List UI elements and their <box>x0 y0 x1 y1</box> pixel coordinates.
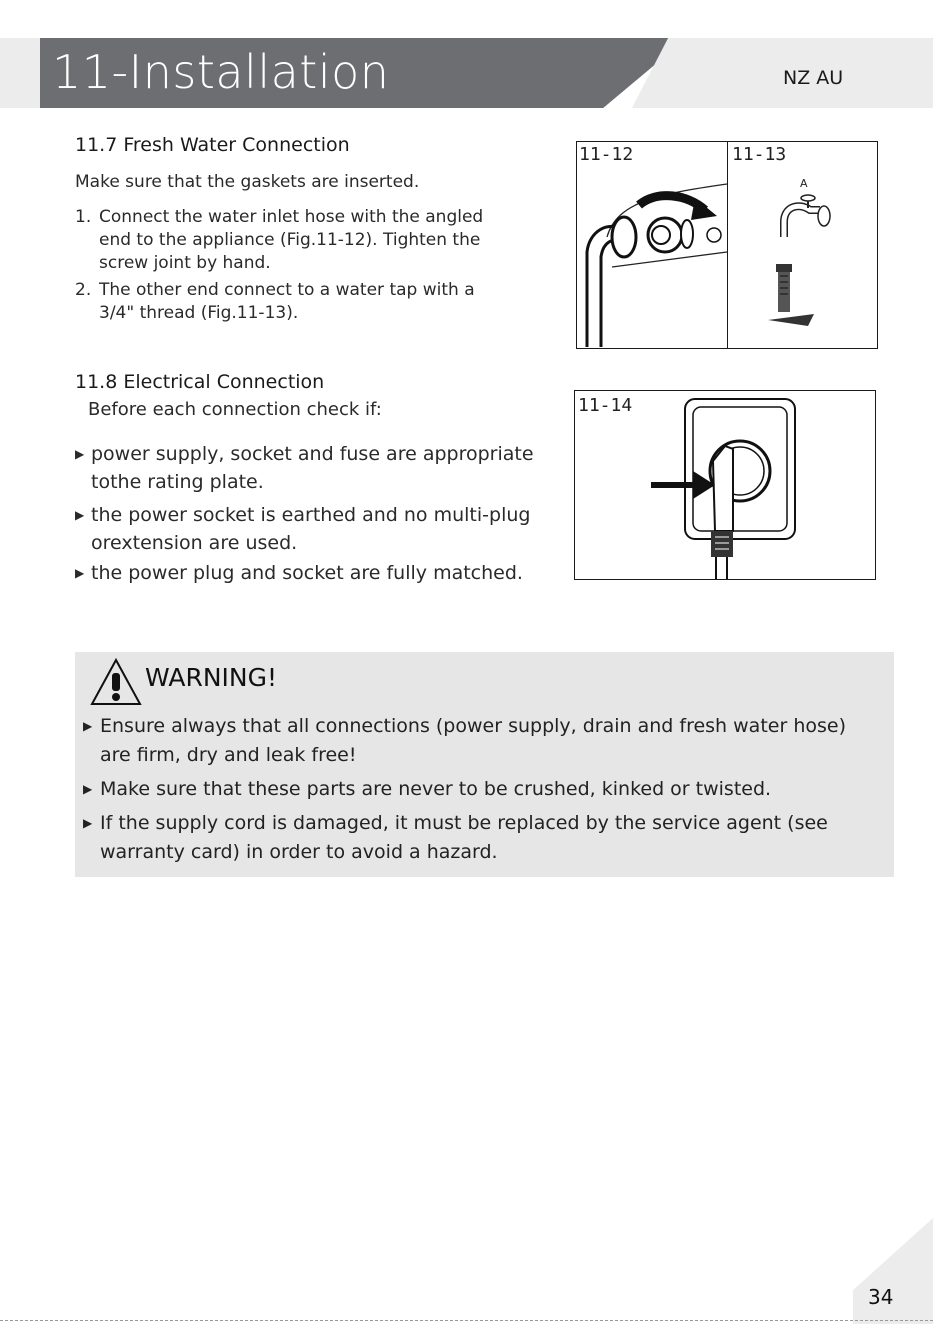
warning-line: If the supply cord is damaged, it must be replaced by the service agent (see <box>100 812 828 834</box>
checklist-bullet-icon: ▶ <box>75 447 85 461</box>
plug-into-socket-illustration <box>575 391 875 579</box>
figure-label: 11-14 <box>578 395 633 416</box>
warning-line: Ensure always that all connections (power supply, drain and fresh water hose) <box>100 715 846 737</box>
figure-11-12 <box>576 141 728 349</box>
step-number: 2. <box>75 280 92 300</box>
figure-marker: A <box>800 177 808 190</box>
step-number: 1. <box>75 207 92 227</box>
page-number: 34 <box>868 1285 894 1309</box>
figure-11-13 <box>727 141 878 349</box>
fresh-water-intro: Make sure that the gaskets are inserted. <box>75 172 420 192</box>
step-line: The other end connect to a water tap with a <box>99 280 475 300</box>
hose-to-appliance-illustration <box>577 142 727 348</box>
electrical-intro: Before each connection check if: <box>88 399 382 420</box>
warning-bullet-icon: ▶ <box>83 719 93 733</box>
step-line: 3/4" thread (Fig.11-13). <box>99 303 299 323</box>
section-heading-fresh-water: 11.7 Fresh Water Connection <box>75 134 350 156</box>
fresh-water-steps <box>75 206 545 326</box>
checklist-line: orextension are used. <box>91 532 298 554</box>
checklist-bullet-icon: ▶ <box>75 566 85 580</box>
electrical-checklist <box>75 440 555 590</box>
figure-11-14 <box>574 390 876 580</box>
checklist-line: power supply, socket and fuse are appropriate <box>91 443 534 465</box>
water-tap-illustration <box>728 142 877 348</box>
warning-line: Make sure that these parts are never to be crushed, kinked or twisted. <box>100 778 772 800</box>
warning-list <box>83 712 883 872</box>
warning-line: are firm, dry and leak free! <box>100 744 357 766</box>
step-line: screw joint by hand. <box>99 253 271 273</box>
figure-label: 11-12 <box>579 144 634 165</box>
warning-bullet-icon: ▶ <box>83 782 93 796</box>
checklist-line: tothe rating plate. <box>91 471 264 493</box>
checklist-bullet-icon: ▶ <box>75 508 85 522</box>
page-title: 11-Installation <box>52 45 390 99</box>
step-line: end to the appliance (Fig.11-12). Tighten the <box>99 230 481 250</box>
warning-triangle-icon <box>90 657 142 707</box>
section-heading-electrical: 11.8 Electrical Connection <box>75 371 325 393</box>
checklist-line: the power socket is earthed and no multi-plug <box>91 504 531 526</box>
region-label: NZ AU <box>783 67 844 89</box>
warning-title: WARNING! <box>145 663 277 692</box>
warning-bullet-icon: ▶ <box>83 816 93 830</box>
footer-divider <box>0 1320 933 1321</box>
figure-label: 11-13 <box>732 144 787 165</box>
header-left-tab <box>0 38 40 108</box>
checklist-line: the power plug and socket are fully matched. <box>91 562 523 584</box>
warning-line: warranty card) in order to avoid a hazard. <box>100 841 498 863</box>
step-line: Connect the water inlet hose with the angled <box>99 207 484 227</box>
